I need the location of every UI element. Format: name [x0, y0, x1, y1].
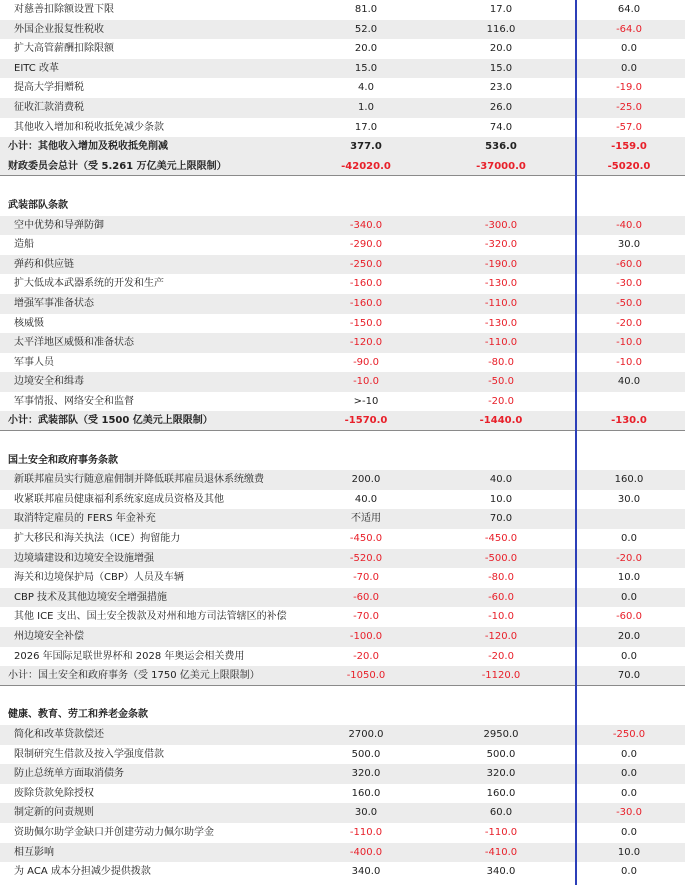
table-row — [0, 784, 685, 804]
value-cell-2: -80.0 — [488, 356, 514, 368]
value-cell-3: -57.0 — [616, 121, 642, 133]
value-cell-3: -25.0 — [616, 101, 642, 113]
value-cell-3: 10.0 — [617, 846, 641, 858]
value-cell-3: -60.0 — [616, 611, 642, 623]
section-title: 国土安全和政府事务条款 — [8, 454, 118, 466]
row-label: 取消特定雇员的 FERS 年金补充 — [14, 513, 156, 525]
row-label: EITC 改革 — [14, 62, 59, 74]
row-label: 空中优势和导弹防御 — [14, 219, 104, 231]
table-row — [0, 843, 685, 863]
table-row — [0, 607, 685, 627]
row-label: 外国企业报复性税收 — [14, 23, 104, 35]
value-cell-3: -50.0 — [616, 297, 642, 309]
value-cell-3: -19.0 — [616, 82, 642, 94]
value-cell-1: 500.0 — [351, 748, 381, 760]
value-cell-3: 0.0 — [621, 866, 637, 878]
value-cell-3: 160.0 — [614, 474, 644, 486]
value-cell-1: 15.0 — [354, 62, 378, 74]
value-cell-1: 17.0 — [354, 121, 378, 133]
row-label: 军事情报、网络安全和监督 — [14, 395, 134, 407]
value-cell-3: 30.0 — [617, 239, 641, 251]
value-cell-3: -64.0 — [616, 23, 642, 35]
value-cell-3: 30.0 — [617, 493, 641, 505]
value-cell-2: -410.0 — [484, 846, 518, 858]
row-label: 限制研究生借款及按入学强度借款 — [14, 748, 164, 760]
subtotal-row — [0, 157, 685, 177]
value-cell-1: -160.0 — [349, 278, 383, 290]
table-row — [0, 0, 685, 20]
row-label: 扩大移民和海关执法（ICE）拘留能力 — [14, 533, 181, 545]
table-row — [0, 549, 685, 569]
value-cell-2: 20.0 — [489, 43, 513, 55]
table-row — [0, 98, 685, 118]
value-cell-1: 340.0 — [351, 866, 381, 878]
value-cell-1: -42020.0 — [341, 160, 391, 172]
row-label: 小计：国土安全和政府事务（受 1750 亿美元上限限制） — [8, 670, 260, 682]
row-label: 财政委员会总计（受 5.261 万亿美元上限限制） — [8, 160, 227, 172]
table-row — [0, 568, 685, 588]
row-label: 为 ACA 成本分担减少提供拨款 — [14, 866, 151, 878]
row-label: 弹药和供应链 — [14, 258, 74, 270]
row-label: 收紧联邦雇员健康福利系统家庭成员资格及其他 — [14, 493, 224, 505]
value-cell-1: 不适用 — [351, 513, 381, 525]
value-cell-1: 52.0 — [354, 23, 378, 35]
value-cell-3: 0.0 — [621, 787, 637, 799]
value-cell-1: >-10 — [353, 395, 379, 407]
row-label: 其他 ICE 支出、国土安全拨款及对州和地方司法管辖区的补偿 — [14, 611, 287, 623]
value-cell-2: -1120.0 — [481, 670, 521, 682]
value-cell-2: -320.0 — [484, 239, 518, 251]
value-cell-2: 60.0 — [489, 807, 513, 819]
column-divider — [575, 0, 577, 885]
table-row — [0, 764, 685, 784]
value-cell-2: -20.0 — [488, 650, 514, 662]
value-cell-2: 17.0 — [489, 4, 513, 15]
spacer-row — [0, 686, 685, 706]
value-cell-2: -130.0 — [484, 317, 518, 329]
value-cell-2: -110.0 — [484, 337, 518, 349]
table-row — [0, 647, 685, 667]
table-row — [0, 59, 685, 79]
table-row — [0, 333, 685, 353]
table-row — [0, 588, 685, 608]
value-cell-3: -159.0 — [611, 141, 647, 153]
value-cell-1: 20.0 — [354, 43, 378, 55]
subtotal-row — [0, 137, 685, 157]
row-label: 扩大低成本武器系统的开发和生产 — [14, 278, 164, 290]
value-cell-3: -20.0 — [616, 317, 642, 329]
value-cell-2: 70.0 — [489, 513, 513, 525]
value-cell-1: -400.0 — [349, 846, 383, 858]
value-cell-3: -10.0 — [616, 356, 642, 368]
value-cell-3: 0.0 — [621, 748, 637, 760]
row-label: 其他收入增加和税收抵免减少条款 — [14, 121, 164, 133]
spacer-row — [0, 431, 685, 451]
row-label: 太平洋地区威慑和准备状态 — [14, 337, 134, 349]
value-cell-3: 20.0 — [617, 631, 641, 642]
row-label: 小计：武装部队（受 1500 亿美元上限限制） — [8, 415, 213, 427]
row-label: 核威慑 — [14, 317, 44, 329]
table-row — [0, 529, 685, 549]
value-cell-3: 0.0 — [621, 591, 637, 603]
value-cell-2: 15.0 — [489, 62, 513, 74]
value-cell-1: 1.0 — [358, 101, 374, 113]
value-cell-3: 0.0 — [621, 62, 637, 74]
value-cell-1: -290.0 — [349, 239, 383, 251]
value-cell-3: -30.0 — [616, 278, 642, 290]
value-cell-1: -20.0 — [353, 650, 379, 662]
table-row — [0, 118, 685, 138]
value-cell-1: -120.0 — [349, 337, 383, 349]
value-cell-2: 116.0 — [486, 23, 516, 35]
value-cell-1: -100.0 — [349, 631, 383, 642]
value-cell-1: 160.0 — [351, 787, 381, 799]
row-label: 对慈善扣除额设置下限 — [14, 4, 114, 15]
row-label: 边境墙建设和边境安全设施增强 — [14, 552, 154, 564]
spacer-row — [0, 176, 685, 196]
value-cell-2: -10.0 — [488, 611, 514, 623]
table-row — [0, 39, 685, 59]
table-row — [0, 823, 685, 843]
value-cell-2: 2950.0 — [483, 728, 519, 740]
value-cell-2: -130.0 — [484, 278, 518, 290]
table-row — [0, 216, 685, 236]
row-label: 造船 — [14, 239, 34, 251]
value-cell-2: 160.0 — [486, 787, 516, 799]
row-label: 增强军事准备状态 — [14, 297, 94, 309]
value-cell-2: -500.0 — [484, 552, 518, 564]
value-cell-2: 23.0 — [489, 82, 513, 94]
section-header — [0, 451, 685, 471]
value-cell-3: -250.0 — [612, 728, 646, 740]
value-cell-1: 4.0 — [358, 82, 374, 94]
value-cell-3: -5020.0 — [607, 160, 651, 172]
value-cell-1: -1570.0 — [344, 415, 388, 427]
row-label: 防止总统单方面取消债务 — [14, 768, 124, 780]
value-cell-2: -450.0 — [484, 533, 518, 545]
table-row — [0, 862, 685, 882]
value-cell-1: 2700.0 — [348, 728, 384, 740]
table-row — [0, 20, 685, 40]
value-cell-2: -110.0 — [484, 826, 518, 838]
value-cell-2: 536.0 — [485, 141, 517, 153]
value-cell-3: 0.0 — [621, 533, 637, 545]
row-label: 新联邦雇员实行随意雇佣制并降低联邦雇员退休系统缴费 — [14, 474, 264, 486]
table-row — [0, 353, 685, 373]
section-title: 健康、教育、劳工和养老金条款 — [8, 709, 148, 721]
section-header — [0, 705, 685, 725]
value-cell-2: -120.0 — [484, 631, 518, 642]
table-row — [0, 372, 685, 392]
value-cell-2: 500.0 — [486, 748, 516, 760]
table-row — [0, 255, 685, 275]
table-row — [0, 314, 685, 334]
row-label: 扩大高管薪酬扣除限额 — [14, 43, 114, 55]
row-label: 简化和改革贷款偿还 — [14, 728, 104, 740]
value-cell-2: -50.0 — [488, 376, 514, 388]
value-cell-3: -10.0 — [616, 337, 642, 349]
section-header — [0, 196, 685, 216]
value-cell-3: -40.0 — [616, 219, 642, 231]
table-row — [0, 470, 685, 490]
value-cell-1: 200.0 — [351, 474, 381, 486]
row-label: 州边境安全补偿 — [14, 631, 84, 642]
value-cell-3: -20.0 — [616, 552, 642, 564]
subtotal-row — [0, 411, 685, 431]
value-cell-3: 70.0 — [617, 670, 641, 682]
row-label: CBP 技术及其他边境安全增强措施 — [14, 591, 168, 603]
table-row — [0, 392, 685, 412]
value-cell-1: -60.0 — [353, 591, 379, 603]
value-cell-1: -90.0 — [353, 356, 379, 368]
value-cell-1: 377.0 — [350, 141, 382, 153]
row-label: 海关和边境保护局（CBP）人员及车辆 — [14, 572, 184, 584]
value-cell-3: -30.0 — [616, 807, 642, 819]
value-cell-1: -10.0 — [353, 376, 379, 388]
value-cell-2: -80.0 — [488, 572, 514, 584]
value-cell-2: -190.0 — [484, 258, 518, 270]
value-cell-1: -70.0 — [353, 611, 379, 623]
value-cell-3: 64.0 — [617, 4, 641, 15]
row-label: 资助佩尔助学金缺口并创建劳动力佩尔助学金 — [14, 826, 214, 838]
table-row — [0, 78, 685, 98]
table-row — [0, 803, 685, 823]
value-cell-2: 40.0 — [489, 474, 513, 486]
value-cell-2: -20.0 — [488, 395, 514, 407]
value-cell-1: 320.0 — [351, 768, 381, 780]
row-label: 边境安全和缉毒 — [14, 376, 84, 388]
value-cell-1: -70.0 — [353, 572, 379, 584]
section-title: 武装部队条款 — [8, 199, 68, 211]
value-cell-1: -1050.0 — [346, 670, 386, 682]
value-cell-3: 0.0 — [621, 768, 637, 780]
value-cell-2: 26.0 — [489, 101, 513, 113]
row-label: 提高大学捐赠税 — [14, 82, 84, 94]
table-row — [0, 490, 685, 510]
row-label: 小计：其他收入增加及税收抵免削减 — [8, 141, 168, 153]
value-cell-3: 0.0 — [621, 650, 637, 662]
value-cell-2: 320.0 — [486, 768, 516, 780]
value-cell-1: -450.0 — [349, 533, 383, 545]
value-cell-2: -300.0 — [484, 219, 518, 231]
value-cell-2: -110.0 — [484, 297, 518, 309]
table-row — [0, 294, 685, 314]
value-cell-3: -130.0 — [611, 415, 647, 427]
value-cell-3: 0.0 — [621, 826, 637, 838]
value-cell-1: -110.0 — [349, 826, 383, 838]
row-label: 相互影响 — [14, 846, 54, 858]
value-cell-1: -340.0 — [349, 219, 383, 231]
table-row — [0, 627, 685, 647]
value-cell-3: 40.0 — [617, 376, 641, 388]
table-row — [0, 509, 685, 529]
subtotal-row — [0, 666, 685, 686]
value-cell-2: 10.0 — [489, 493, 513, 505]
row-label: 军事人员 — [14, 356, 54, 368]
row-label: 制定新的问责规则 — [14, 807, 94, 819]
value-cell-2: -1440.0 — [479, 415, 523, 427]
value-cell-3: 0.0 — [621, 43, 637, 55]
table-row — [0, 745, 685, 765]
value-cell-2: -60.0 — [488, 591, 514, 603]
table-row — [0, 274, 685, 294]
value-cell-3: -60.0 — [616, 258, 642, 270]
table-row — [0, 235, 685, 255]
value-cell-3: 10.0 — [617, 572, 641, 584]
value-cell-2: 340.0 — [486, 866, 516, 878]
row-label: 废除贷款免除授权 — [14, 787, 94, 799]
value-cell-1: -520.0 — [349, 552, 383, 564]
value-cell-2: 74.0 — [489, 121, 513, 133]
value-cell-1: 30.0 — [354, 807, 378, 819]
row-label: 征收汇款消费税 — [14, 101, 84, 113]
value-cell-1: 81.0 — [354, 4, 378, 15]
value-cell-1: -150.0 — [349, 317, 383, 329]
value-cell-1: 40.0 — [354, 493, 378, 505]
row-label: 2026 年国际足联世界杯和 2028 年奥运会相关费用 — [14, 650, 245, 662]
value-cell-2: -37000.0 — [476, 160, 526, 172]
table-row — [0, 725, 685, 745]
value-cell-1: -160.0 — [349, 297, 383, 309]
value-cell-1: -250.0 — [349, 258, 383, 270]
